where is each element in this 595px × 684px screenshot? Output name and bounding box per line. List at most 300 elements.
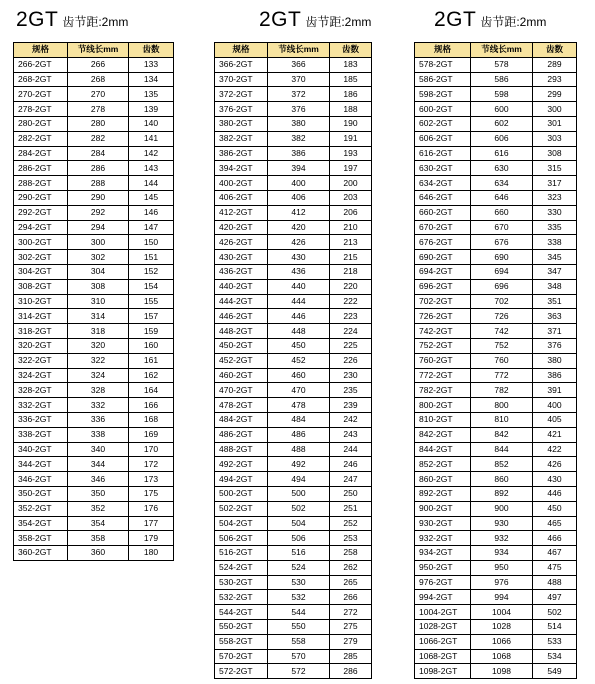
table-row: [215, 590, 372, 605]
spec-cell: 436-2GT: [215, 264, 268, 279]
table-row: [14, 87, 174, 102]
spec-cell: 598-2GT: [415, 87, 471, 102]
pitch-length-cell: 690: [471, 250, 533, 265]
teeth-count-cell: 155: [129, 294, 174, 309]
pitch-length-cell: 372: [268, 87, 330, 102]
pitch-length-cell: 578: [471, 57, 533, 72]
spec-cell: 366-2GT: [215, 57, 268, 72]
spec-cell: 752-2GT: [415, 338, 471, 353]
table-row: [14, 190, 174, 205]
teeth-count-cell: 157: [129, 309, 174, 324]
pitch-length-cell: 558: [268, 634, 330, 649]
spec-cell: 310-2GT: [14, 294, 68, 309]
teeth-count-cell: 347: [533, 264, 577, 279]
pitch-length-cell: 742: [471, 324, 533, 339]
table-row: [14, 472, 174, 487]
spec-cell: 452-2GT: [215, 353, 268, 368]
teeth-count-cell: 488: [533, 575, 577, 590]
table-row: [415, 590, 577, 605]
pitch-length-cell: 350: [68, 486, 129, 501]
spec-cell: 488-2GT: [215, 442, 268, 457]
table-row: [215, 220, 372, 235]
teeth-count-cell: 363: [533, 309, 577, 324]
teeth-count-cell: 421: [533, 427, 577, 442]
table-row: [215, 649, 372, 664]
table-header-row: [215, 43, 372, 58]
spec-cell: 286-2GT: [14, 161, 68, 176]
column-header-teeth: 齿数: [129, 43, 174, 58]
spec-cell: 586-2GT: [415, 72, 471, 87]
belt-table: [414, 42, 577, 679]
teeth-count-cell: 177: [129, 516, 174, 531]
pitch-length-cell: 994: [471, 590, 533, 605]
teeth-count-cell: 246: [330, 457, 372, 472]
spec-cell: 606-2GT: [415, 131, 471, 146]
teeth-count-cell: 467: [533, 546, 577, 561]
spec-cell: 994-2GT: [415, 590, 471, 605]
spec-cell: 430-2GT: [215, 250, 268, 265]
spec-cell: 328-2GT: [14, 383, 68, 398]
column-header-length: 节线长mm: [68, 43, 129, 58]
teeth-count-cell: 220: [330, 279, 372, 294]
pitch-length-cell: 354: [68, 516, 129, 531]
teeth-count-cell: 376: [533, 338, 577, 353]
teeth-count-cell: 275: [330, 620, 372, 635]
spec-cell: 288-2GT: [14, 176, 68, 191]
spec-cell: 450-2GT: [215, 338, 268, 353]
teeth-count-cell: 143: [129, 161, 174, 176]
teeth-count-cell: 193: [330, 146, 372, 161]
pitch-length-cell: 572: [268, 664, 330, 679]
spec-cell: 950-2GT: [415, 560, 471, 575]
section-heading: [16, 8, 128, 32]
spec-cell: 314-2GT: [14, 309, 68, 324]
teeth-count-cell: 502: [533, 605, 577, 620]
spec-cell: 930-2GT: [415, 516, 471, 531]
teeth-count-cell: 466: [533, 531, 577, 546]
table-row: [415, 457, 577, 472]
pitch-length-cell: 346: [68, 472, 129, 487]
spec-cell: 696-2GT: [415, 279, 471, 294]
spec-cell: 370-2GT: [215, 72, 268, 87]
table-row: [415, 190, 577, 205]
pitch-length-cell: 1068: [471, 649, 533, 664]
teeth-count-cell: 226: [330, 353, 372, 368]
teeth-count-cell: 308: [533, 146, 577, 161]
teeth-count-cell: 191: [330, 131, 372, 146]
spec-cell: 446-2GT: [215, 309, 268, 324]
table-row: [215, 620, 372, 635]
spec-cell: 282-2GT: [14, 131, 68, 146]
section-title: 2GT: [434, 8, 477, 31]
pitch-length-cell: 492: [268, 457, 330, 472]
pitch-length-cell: 320: [68, 338, 129, 353]
spec-cell: 376-2GT: [215, 102, 268, 117]
pitch-length-cell: 500: [268, 486, 330, 501]
table-row: [14, 309, 174, 324]
pitch-length-cell: 318: [68, 324, 129, 339]
spec-cell: 322-2GT: [14, 353, 68, 368]
table-row: [415, 442, 577, 457]
pitch-length-cell: 934: [471, 546, 533, 561]
teeth-count-cell: 140: [129, 116, 174, 131]
teeth-count-cell: 206: [330, 205, 372, 220]
section-subtitle: 齿节距:2mm: [62, 15, 129, 29]
spec-cell: 492-2GT: [215, 457, 268, 472]
spec-cell: 524-2GT: [215, 560, 268, 575]
pitch-length-cell: 302: [68, 250, 129, 265]
column-header-spec: 规格: [215, 43, 268, 58]
teeth-count-cell: 242: [330, 412, 372, 427]
table-row: [415, 338, 577, 353]
table-row: [415, 235, 577, 250]
pitch-length-cell: 440: [268, 279, 330, 294]
table-row: [415, 250, 577, 265]
spec-cell: 360-2GT: [14, 546, 68, 561]
table-row: [415, 427, 577, 442]
table-row: [415, 575, 577, 590]
spec-cell: 302-2GT: [14, 250, 68, 265]
teeth-count-cell: 405: [533, 412, 577, 427]
spec-cell: 976-2GT: [415, 575, 471, 590]
table-row: [215, 634, 372, 649]
spec-cell: 346-2GT: [14, 472, 68, 487]
spec-cell: 842-2GT: [415, 427, 471, 442]
teeth-count-cell: 145: [129, 190, 174, 205]
table-row: [215, 338, 372, 353]
spec-cell: 318-2GT: [14, 324, 68, 339]
pitch-length-cell: 448: [268, 324, 330, 339]
spec-cell: 470-2GT: [215, 383, 268, 398]
table-row: [415, 72, 577, 87]
spec-cell: 810-2GT: [415, 412, 471, 427]
table-row: [415, 176, 577, 191]
pitch-length-cell: 406: [268, 190, 330, 205]
teeth-count-cell: 323: [533, 190, 577, 205]
table-row: [415, 131, 577, 146]
spec-cell: 742-2GT: [415, 324, 471, 339]
teeth-count-cell: 186: [330, 87, 372, 102]
teeth-count-cell: 400: [533, 398, 577, 413]
table-row: [415, 398, 577, 413]
teeth-count-cell: 422: [533, 442, 577, 457]
teeth-count-cell: 151: [129, 250, 174, 265]
spec-cell: 412-2GT: [215, 205, 268, 220]
pitch-length-cell: 426: [268, 235, 330, 250]
column-header-spec: 规格: [14, 43, 68, 58]
spec-cell: 294-2GT: [14, 220, 68, 235]
table-row: [215, 176, 372, 191]
teeth-count-cell: 172: [129, 457, 174, 472]
teeth-count-cell: 330: [533, 205, 577, 220]
spec-cell: 358-2GT: [14, 531, 68, 546]
table-row: [14, 294, 174, 309]
teeth-count-cell: 299: [533, 87, 577, 102]
table-row: [14, 383, 174, 398]
pitch-length-cell: 360: [68, 546, 129, 561]
pitch-length-cell: 616: [471, 146, 533, 161]
table-row: [415, 102, 577, 117]
spec-cell: 660-2GT: [415, 205, 471, 220]
pitch-length-cell: 950: [471, 560, 533, 575]
table-row: [215, 205, 372, 220]
spec-cell: 300-2GT: [14, 235, 68, 250]
teeth-count-cell: 285: [330, 649, 372, 664]
table-row: [14, 398, 174, 413]
table-row: [14, 353, 174, 368]
table-row: [415, 57, 577, 72]
pitch-length-cell: 488: [268, 442, 330, 457]
pitch-length-cell: 322: [68, 353, 129, 368]
teeth-count-cell: 315: [533, 161, 577, 176]
pitch-length-cell: 502: [268, 501, 330, 516]
table-row: [215, 516, 372, 531]
pitch-length-cell: 772: [471, 368, 533, 383]
spec-cell: 602-2GT: [415, 116, 471, 131]
teeth-count-cell: 183: [330, 57, 372, 72]
spec-cell: 320-2GT: [14, 338, 68, 353]
teeth-count-cell: 244: [330, 442, 372, 457]
section-title: 2GT: [16, 8, 59, 31]
table-row: [215, 560, 372, 575]
pitch-length-cell: 420: [268, 220, 330, 235]
teeth-count-cell: 262: [330, 560, 372, 575]
teeth-count-cell: 161: [129, 353, 174, 368]
spec-cell: 530-2GT: [215, 575, 268, 590]
teeth-count-cell: 514: [533, 620, 577, 635]
table-row: [415, 531, 577, 546]
pitch-length-cell: 634: [471, 176, 533, 191]
table-row: [14, 279, 174, 294]
pitch-length-cell: 504: [268, 516, 330, 531]
teeth-count-cell: 300: [533, 102, 577, 117]
table-row: [14, 516, 174, 531]
table-row: [215, 442, 372, 457]
teeth-count-cell: 533: [533, 634, 577, 649]
pitch-length-cell: 1098: [471, 664, 533, 679]
teeth-count-cell: 176: [129, 501, 174, 516]
table-row: [14, 176, 174, 191]
pitch-length-cell: 352: [68, 501, 129, 516]
table-row: [14, 72, 174, 87]
teeth-count-cell: 247: [330, 472, 372, 487]
pitch-length-cell: 694: [471, 264, 533, 279]
belt-table: [13, 42, 174, 561]
teeth-count-cell: 215: [330, 250, 372, 265]
teeth-count-cell: 213: [330, 235, 372, 250]
pitch-length-cell: 358: [68, 531, 129, 546]
pitch-length-cell: 286: [68, 161, 129, 176]
pitch-length-cell: 394: [268, 161, 330, 176]
pitch-length-cell: 892: [471, 486, 533, 501]
table-row: [215, 235, 372, 250]
table-row: [215, 57, 372, 72]
pitch-length-cell: 630: [471, 161, 533, 176]
table-row: [415, 472, 577, 487]
spec-cell: 266-2GT: [14, 57, 68, 72]
pitch-length-cell: 308: [68, 279, 129, 294]
table-row: [14, 427, 174, 442]
section-heading: [434, 8, 546, 32]
teeth-count-cell: 251: [330, 501, 372, 516]
pitch-length-cell: 268: [68, 72, 129, 87]
table-row: [415, 664, 577, 679]
teeth-count-cell: 150: [129, 235, 174, 250]
section-heading: [259, 8, 371, 32]
pitch-length-cell: 288: [68, 176, 129, 191]
spec-cell: 478-2GT: [215, 398, 268, 413]
table-row: [415, 205, 577, 220]
spec-cell: 350-2GT: [14, 486, 68, 501]
teeth-count-cell: 534: [533, 649, 577, 664]
table-row: [14, 146, 174, 161]
teeth-count-cell: 266: [330, 590, 372, 605]
pitch-length-cell: 516: [268, 546, 330, 561]
pitch-length-cell: 400: [268, 176, 330, 191]
teeth-count-cell: 272: [330, 605, 372, 620]
spec-cell: 324-2GT: [14, 368, 68, 383]
table-row: [415, 264, 577, 279]
table-row: [415, 501, 577, 516]
teeth-count-cell: 159: [129, 324, 174, 339]
table-row: [415, 87, 577, 102]
spec-cell: 292-2GT: [14, 205, 68, 220]
pitch-length-cell: 702: [471, 294, 533, 309]
pitch-length-cell: 310: [68, 294, 129, 309]
spec-cell: 892-2GT: [415, 486, 471, 501]
teeth-count-cell: 252: [330, 516, 372, 531]
pitch-length-cell: 328: [68, 383, 129, 398]
teeth-count-cell: 141: [129, 131, 174, 146]
pitch-length-cell: 532: [268, 590, 330, 605]
teeth-count-cell: 391: [533, 383, 577, 398]
spec-cell: 268-2GT: [14, 72, 68, 87]
spec-cell: 634-2GT: [415, 176, 471, 191]
teeth-count-cell: 235: [330, 383, 372, 398]
spec-cell: 630-2GT: [415, 161, 471, 176]
teeth-count-cell: 222: [330, 294, 372, 309]
pitch-length-cell: 1028: [471, 620, 533, 635]
teeth-count-cell: 190: [330, 116, 372, 131]
pitch-length-cell: 366: [268, 57, 330, 72]
spec-cell: 270-2GT: [14, 87, 68, 102]
table-row: [215, 294, 372, 309]
table-row: [14, 116, 174, 131]
pitch-length-cell: 600: [471, 102, 533, 117]
spec-cell: 504-2GT: [215, 516, 268, 531]
pitch-length-cell: 370: [268, 72, 330, 87]
spec-cell: 1098-2GT: [415, 664, 471, 679]
pitch-length-cell: 696: [471, 279, 533, 294]
table-row: [415, 146, 577, 161]
pitch-length-cell: 270: [68, 87, 129, 102]
teeth-count-cell: 239: [330, 398, 372, 413]
spec-cell: 782-2GT: [415, 383, 471, 398]
spec-cell: 444-2GT: [215, 294, 268, 309]
spec-cell: 532-2GT: [215, 590, 268, 605]
table-row: [215, 146, 372, 161]
teeth-count-cell: 180: [129, 546, 174, 561]
teeth-count-cell: 168: [129, 412, 174, 427]
pitch-length-cell: 430: [268, 250, 330, 265]
teeth-count-cell: 549: [533, 664, 577, 679]
spec-cell: 772-2GT: [415, 368, 471, 383]
table-row: [215, 427, 372, 442]
column-header-length: 节线长mm: [268, 43, 330, 58]
spec-cell: 502-2GT: [215, 501, 268, 516]
column-header-length: 节线长mm: [471, 43, 533, 58]
table-row: [415, 116, 577, 131]
teeth-count-cell: 230: [330, 368, 372, 383]
spec-cell: 332-2GT: [14, 398, 68, 413]
table-row: [215, 457, 372, 472]
spec-cell: 338-2GT: [14, 427, 68, 442]
spec-cell: 760-2GT: [415, 353, 471, 368]
teeth-count-cell: 289: [533, 57, 577, 72]
spec-cell: 382-2GT: [215, 131, 268, 146]
pitch-length-cell: 1004: [471, 605, 533, 620]
pitch-length-cell: 544: [268, 605, 330, 620]
table-row: [415, 279, 577, 294]
table-row: [415, 353, 577, 368]
spec-cell: 406-2GT: [215, 190, 268, 205]
pitch-length-cell: 752: [471, 338, 533, 353]
teeth-count-cell: 173: [129, 472, 174, 487]
spec-cell: 290-2GT: [14, 190, 68, 205]
teeth-count-cell: 253: [330, 531, 372, 546]
teeth-count-cell: 135: [129, 87, 174, 102]
section-title: 2GT: [259, 8, 302, 31]
pitch-length-cell: 844: [471, 442, 533, 457]
pitch-length-cell: 646: [471, 190, 533, 205]
pitch-length-cell: 444: [268, 294, 330, 309]
table-row: [215, 309, 372, 324]
pitch-length-cell: 676: [471, 235, 533, 250]
spec-cell: 484-2GT: [215, 412, 268, 427]
teeth-count-cell: 142: [129, 146, 174, 161]
teeth-count-cell: 223: [330, 309, 372, 324]
spec-cell: 676-2GT: [415, 235, 471, 250]
table-row: [215, 531, 372, 546]
spec-cell: 1068-2GT: [415, 649, 471, 664]
table-row: [14, 546, 174, 561]
pitch-length-cell: 266: [68, 57, 129, 72]
spec-cell: 860-2GT: [415, 472, 471, 487]
spec-cell: 1004-2GT: [415, 605, 471, 620]
table-row: [415, 605, 577, 620]
spec-cell: 570-2GT: [215, 649, 268, 664]
table-row: [415, 309, 577, 324]
table-row: [215, 383, 372, 398]
teeth-count-cell: 225: [330, 338, 372, 353]
table-row: [415, 486, 577, 501]
spec-cell: 380-2GT: [215, 116, 268, 131]
spec-cell: 426-2GT: [215, 235, 268, 250]
teeth-count-cell: 335: [533, 220, 577, 235]
table-row: [14, 102, 174, 117]
pitch-length-cell: 344: [68, 457, 129, 472]
spec-cell: 386-2GT: [215, 146, 268, 161]
table-row: [215, 664, 372, 679]
pitch-length-cell: 586: [471, 72, 533, 87]
pitch-length-cell: 598: [471, 87, 533, 102]
teeth-count-cell: 293: [533, 72, 577, 87]
table-row: [14, 412, 174, 427]
teeth-count-cell: 348: [533, 279, 577, 294]
spec-cell: 284-2GT: [14, 146, 68, 161]
pitch-length-cell: 340: [68, 442, 129, 457]
spec-cell: 280-2GT: [14, 116, 68, 131]
